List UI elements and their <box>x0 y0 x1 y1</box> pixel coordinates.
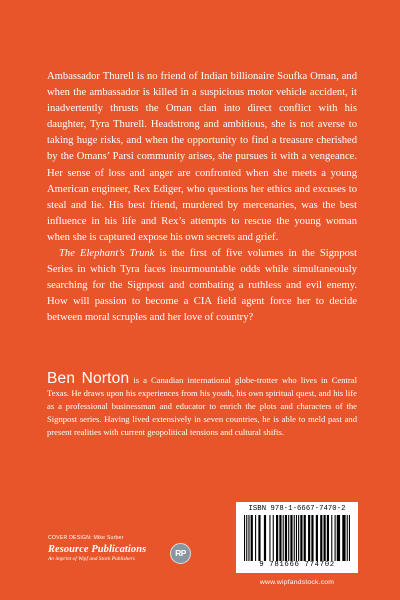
barcode-bar <box>298 515 299 561</box>
barcode-bar <box>331 515 332 561</box>
barcode-bar <box>285 515 287 561</box>
publisher-name: Resource Publications <box>48 544 147 555</box>
barcode-bar <box>294 515 295 561</box>
barcode-bar <box>273 515 274 561</box>
blurb-paragraph-2-text: is the first of five volumes in the Signpost Series in which Tyra faces insurmountable odds while simultaneously searching for the Signpost and combating a ruthless and evil enemy. How will passion to become a CIA field agent force her to decide between moral scruples and her love of country? <box>47 248 357 324</box>
barcode-image <box>244 515 350 561</box>
barcode-bar <box>342 515 345 561</box>
barcode-bar <box>311 515 313 561</box>
book-title: The Elephant’s Trunk <box>59 248 155 260</box>
publisher-website: www.wipfandstock.com <box>259 579 335 586</box>
barcode-bar <box>244 515 245 561</box>
isbn-barcode-box <box>236 502 358 573</box>
barcode-bar <box>296 515 297 561</box>
barcode-bar <box>349 515 350 561</box>
barcode-bar <box>269 515 270 561</box>
back-cover-blurb <box>47 69 357 327</box>
barcode-bar <box>290 515 292 561</box>
barcode-bar <box>327 515 329 561</box>
barcode-bar <box>316 515 318 561</box>
barcode-bar <box>251 515 253 561</box>
barcode-bar <box>308 515 310 561</box>
barcode-bar <box>276 515 278 561</box>
barcode-bar <box>320 515 322 561</box>
publisher-tagline: An imprint of Wipf and Stock Publishers <box>48 556 135 562</box>
author-bio <box>47 370 357 439</box>
barcode-bar <box>258 515 260 561</box>
barcode-bar <box>324 515 326 561</box>
blurb-paragraph-1: Ambassador Thurell is no friend of Indian billionaire Soufka Oman, and when the ambassador is killed in a suspicious motor vehicle accident, it inadvertently thrusts the Oman clan into direct conflict with his daughter, Tyra Thurell. Headstrong and ambitious, she is not averse to taking huge risks, and when the opportunity to find a treasure cherished by the Omans’ Parsi community arises, she pursues it with a vengeance. Her sense of loss and anger are confronted when she meets a young American engineer, Rex Ediger, who questions her ethics and excuses to steal and lie. His best friend, murdered by mercenaries, was the best influence in his life and Rex’s attempts to rescue the young woman when she is captured expose his own secrets and grief. <box>47 71 357 243</box>
barcode-bar <box>246 515 247 561</box>
barcode-bar <box>288 515 289 561</box>
barcode-bar <box>264 515 266 561</box>
rp-logo-icon: RP <box>170 543 191 564</box>
barcode-bar <box>337 515 340 561</box>
barcode-bar <box>335 515 336 561</box>
cover-design-credit: COVER DESIGN: Mike Surber <box>48 535 124 541</box>
barcode-digits: 9 781666 774702 <box>259 561 335 569</box>
barcode-bar <box>255 515 256 561</box>
barcode-bar <box>279 515 281 561</box>
barcode-bar <box>283 515 284 561</box>
blurb-paragraph-2 <box>47 246 357 326</box>
barcode-bar <box>304 515 306 561</box>
isbn-label: ISBN 978-1-6667-7470-2 <box>248 505 346 513</box>
author-bio-text: is a Canadian international globe-trotter who lives in Central Texas. He draws upon his experiences from his youth, his own spiritual quest, and his life as a professional businessman and educator to enrich the plots and characters of the Signpost series. Having lived extensively in seven countries, he is able to meld past and present realities with current geopolitical tensions and cultural shifts. <box>47 375 357 437</box>
author-name: Ben Norton <box>47 370 130 387</box>
barcode-bar <box>347 515 348 561</box>
barcode-bar <box>248 515 249 561</box>
publisher-logo <box>48 544 146 562</box>
barcode-bar <box>300 515 302 561</box>
